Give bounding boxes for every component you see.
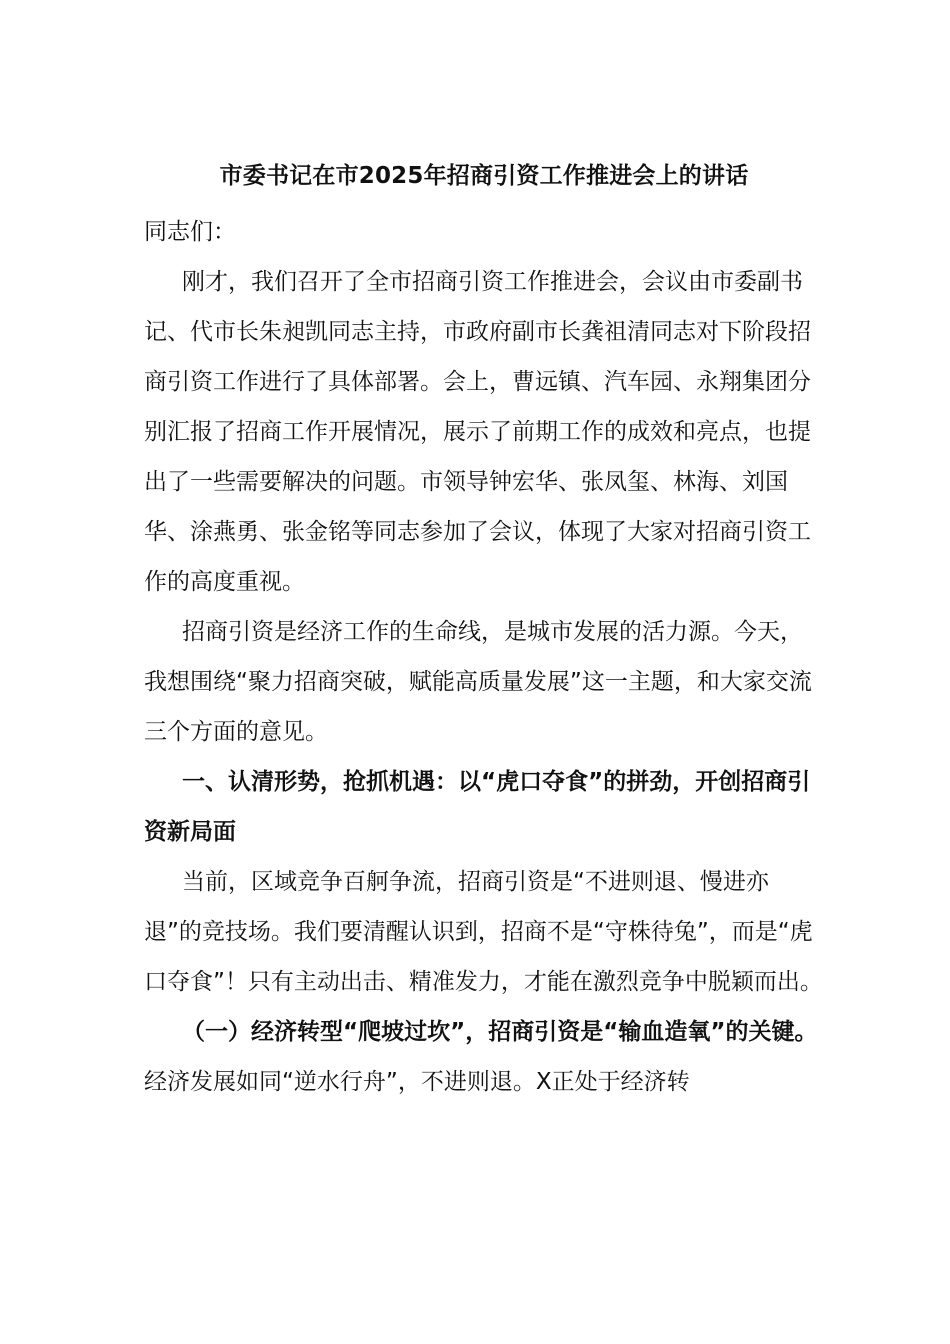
salutation: 同志们：: [144, 219, 236, 245]
paragraph-situation: 当前，区域竞争百舸争流，招商引资是“不进则退、慢进亦退”的竞技场。我们要清醒认识到，招商不是“守株待兔”，而是“虎口夺食”！只有主动出击、精准发力，才能在激烈竞争中脱颖而出。: [144, 869, 823, 995]
paragraph-meeting-summary: 刚才，我们召开了全市招商引资工作推进会，会议由市委副书记、代市长朱昶凯同志主持，市政府副市长龚祖清同志对下阶段招商引资工作进行了具体部署。会上，曹远镇、汽车园、永翔集团分别汇报了招商工作开展情况，展示了前期工作的成效和亮点，也提出了一些需要解决的问题。市领导钟宏华、张凤玺、林海、刘国华、涂燕勇、张金铭等同志参加了会议，体现了大家对招商引资工作的高度重视。: [144, 269, 811, 595]
subsection-paragraph-1: [144, 1007, 824, 1107]
document-title: 市委书记在市2025年招商引资工作推进会上的讲话: [219, 163, 749, 189]
section-heading-1: 一、认清形势，抢抓机遇：以“虎口夺食”的拼劲，开创招商引资新局面: [144, 769, 811, 845]
document-body: [144, 151, 824, 1107]
subsection-heading-1: （一）经济转型“爬坡过坎”，招商引资是“输血造氧”的关键。: [182, 1019, 818, 1045]
paragraph-theme: 招商引资是经济工作的生命线，是城市发展的活力源。今天，我想围绕“聚力招商突破，赋能高质量发展”这一主题，和大家交流三个方面的意见。: [144, 619, 812, 745]
subsection-text-1: 经济发展如同“逆水行舟”，不进则退。X正处于经济转: [144, 1069, 690, 1095]
